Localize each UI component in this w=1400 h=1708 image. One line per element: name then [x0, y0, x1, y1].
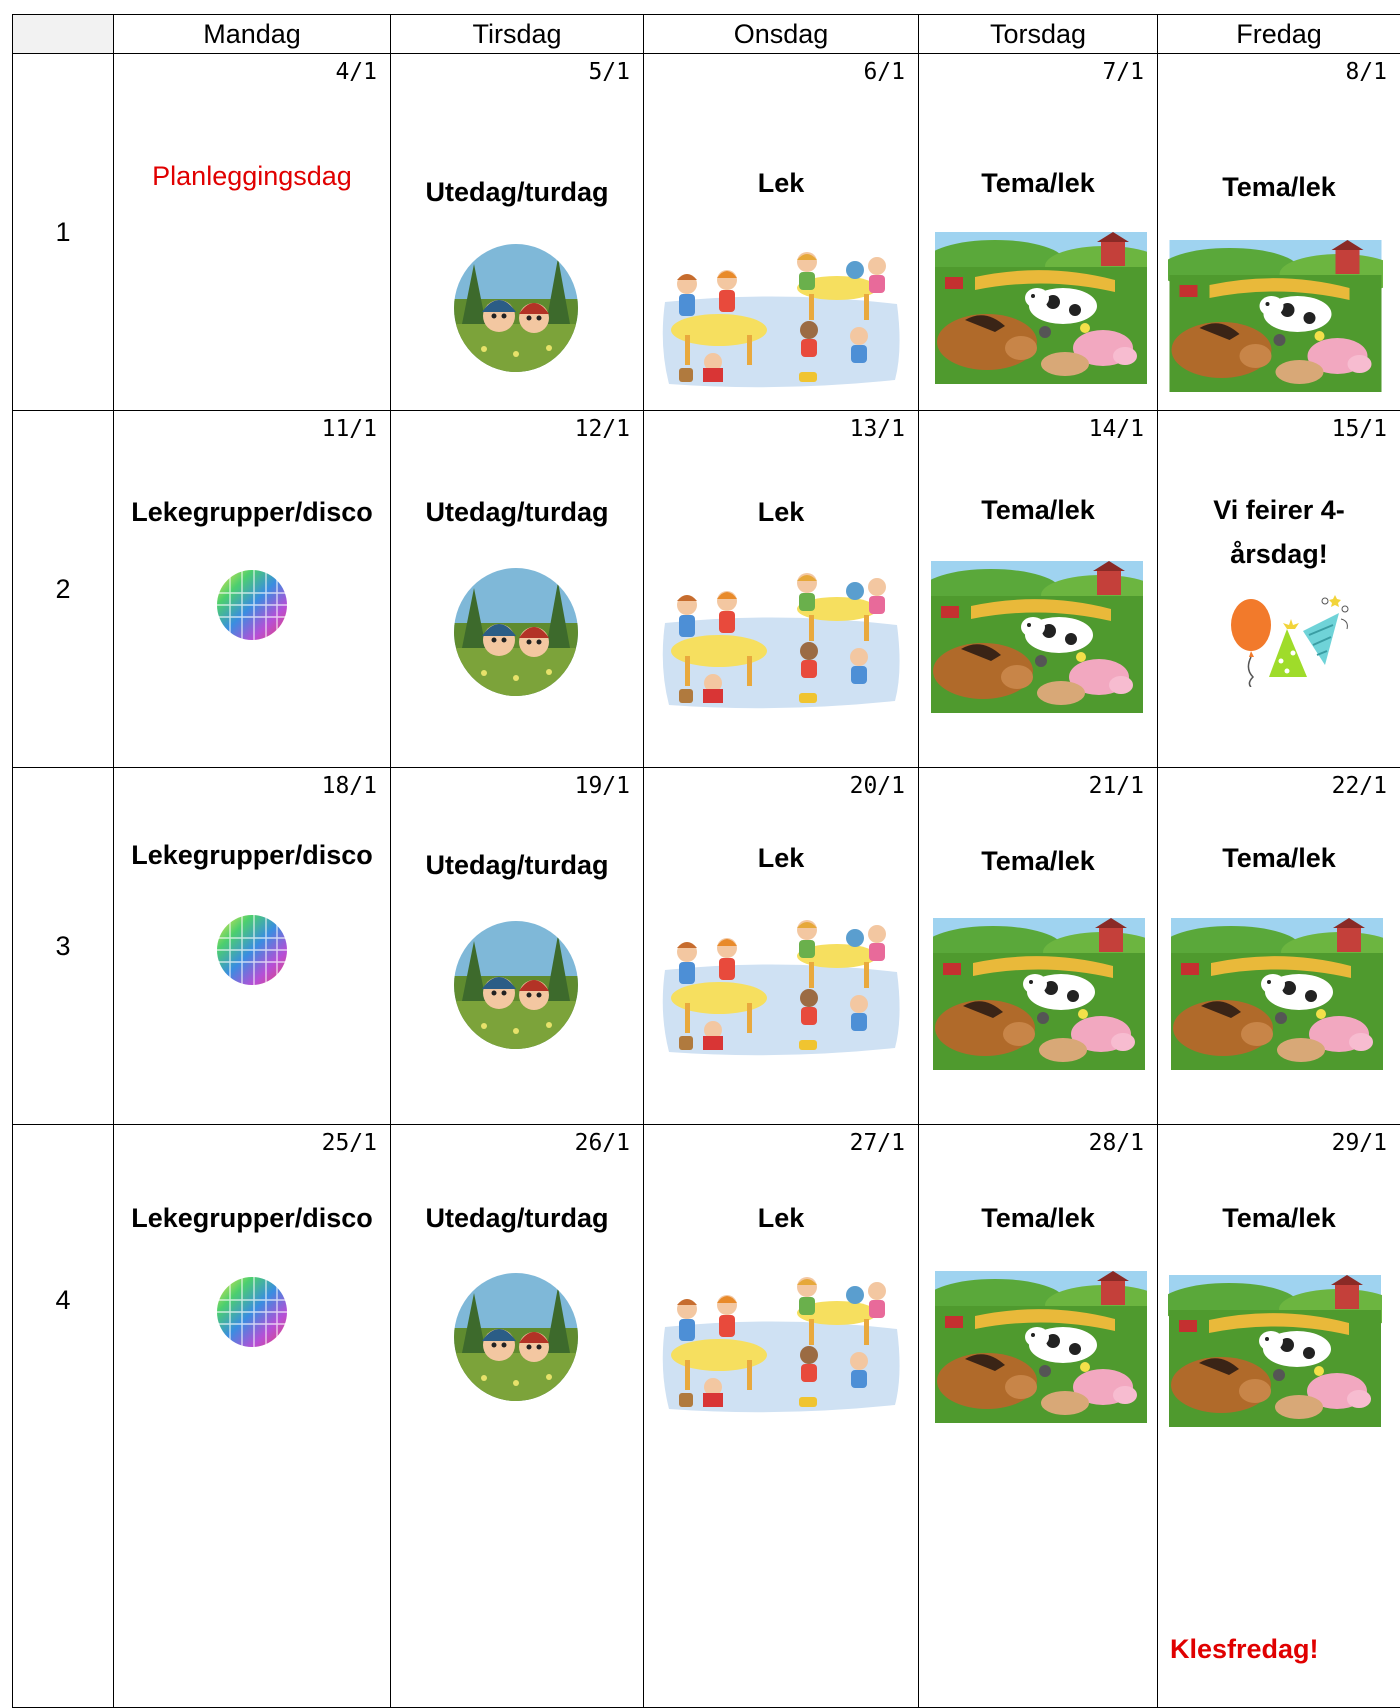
day-cell	[919, 54, 1158, 411]
activity-label: Tema/lek	[919, 162, 1157, 204]
forest-kids-illustration	[454, 1273, 578, 1401]
forest-kids-illustration	[454, 921, 578, 1049]
date-label: 5/1	[588, 59, 630, 85]
day-header-thursday: Torsdag	[919, 15, 1158, 54]
activity-label: Tema/lek	[919, 489, 1157, 531]
day-cell	[919, 768, 1158, 1125]
date-label: 18/1	[322, 773, 377, 799]
day-header-friday: Fredag	[1158, 15, 1400, 54]
activity-label: Lek	[644, 1197, 918, 1239]
date-label: 7/1	[1102, 59, 1144, 85]
disco-ball-icon	[216, 1275, 288, 1349]
farm-animals-illustration	[935, 1271, 1147, 1423]
activity-label: Tema/lek	[1158, 837, 1400, 879]
farm-animals-illustration	[931, 561, 1143, 713]
date-label: 21/1	[1089, 773, 1144, 799]
day-cell	[644, 768, 919, 1125]
date-label: 19/1	[575, 773, 630, 799]
day-cell	[644, 1125, 919, 1708]
kids-playing-illustration	[659, 918, 903, 1058]
activity-label: årsdag!	[1158, 533, 1400, 575]
activity-label: Tema/lek	[1158, 1197, 1400, 1239]
date-label: 29/1	[1332, 1130, 1387, 1156]
day-cell	[644, 411, 919, 768]
disco-ball-icon	[216, 913, 288, 987]
date-label: 22/1	[1332, 773, 1387, 799]
day-cell	[391, 411, 644, 768]
date-label: 15/1	[1332, 416, 1387, 442]
activity-label: Lek	[644, 837, 918, 879]
day-cell	[1158, 1125, 1400, 1708]
day-header-monday: Mandag	[114, 15, 391, 54]
day-header-wednesday: Onsdag	[644, 15, 919, 54]
week-row-2	[13, 411, 1400, 768]
day-cell	[114, 54, 391, 411]
farm-animals-illustration	[935, 232, 1147, 384]
activity-label: Lek	[644, 491, 918, 533]
week-number: 3	[13, 768, 114, 1125]
activity-label: Utedag/turdag	[391, 844, 643, 886]
activity-label: Utedag/turdag	[391, 1197, 643, 1239]
forest-kids-illustration	[454, 568, 578, 696]
date-label: 6/1	[863, 59, 905, 85]
header-row	[13, 15, 1400, 54]
balloon-party-icon	[1221, 591, 1353, 687]
week-row-4	[13, 1125, 1400, 1708]
date-label: 14/1	[1089, 416, 1144, 442]
activity-label: Planleggingsdag	[114, 161, 390, 192]
date-label: 12/1	[575, 416, 630, 442]
day-cell	[1158, 411, 1400, 768]
kids-playing-illustration	[659, 250, 903, 390]
date-label: 25/1	[322, 1130, 377, 1156]
activity-label: Vi feirer 4-	[1158, 489, 1400, 531]
kids-playing-illustration	[659, 1275, 903, 1415]
activity-label: Tema/lek	[919, 1197, 1157, 1239]
date-label: 27/1	[850, 1130, 905, 1156]
date-label: 28/1	[1089, 1130, 1144, 1156]
week-row-3	[13, 768, 1400, 1125]
kids-playing-illustration	[659, 571, 903, 711]
activity-label: Lekegrupper/disco	[114, 491, 390, 533]
farm-animals-illustration	[1168, 1275, 1382, 1427]
disco-ball-icon	[216, 568, 288, 642]
farm-animals-illustration	[933, 918, 1145, 1070]
week-number: 2	[13, 411, 114, 768]
day-cell	[919, 1125, 1158, 1708]
day-cell	[391, 768, 644, 1125]
header-corner	[13, 15, 114, 54]
date-label: 8/1	[1345, 59, 1387, 85]
activity-label: Lek	[644, 162, 918, 204]
day-cell	[644, 54, 919, 411]
day-header-tuesday: Tirsdag	[391, 15, 644, 54]
day-cell	[391, 1125, 644, 1708]
day-cell	[1158, 768, 1400, 1125]
date-label: 4/1	[335, 59, 377, 85]
week-number: 1	[13, 54, 114, 411]
date-label: 20/1	[850, 773, 905, 799]
activity-label: Utedag/turdag	[391, 171, 643, 213]
activity-label: Lekegrupper/disco	[114, 834, 390, 876]
week-number: 4	[13, 1125, 114, 1708]
forest-kids-illustration	[454, 244, 578, 372]
activity-label: Utedag/turdag	[391, 491, 643, 533]
activity-label: Tema/lek	[919, 840, 1157, 882]
activity-label: Tema/lek	[1158, 166, 1400, 208]
week-row-1	[13, 54, 1400, 411]
day-cell	[114, 768, 391, 1125]
date-label: 13/1	[850, 416, 905, 442]
activity-label: Lekegrupper/disco	[114, 1197, 390, 1239]
day-cell	[114, 1125, 391, 1708]
day-cell	[114, 411, 391, 768]
weekly-plan-table	[12, 14, 1400, 1708]
day-cell	[1158, 54, 1400, 411]
day-cell	[919, 411, 1158, 768]
klesfredag-note: Klesfredag!	[1170, 1634, 1319, 1665]
date-label: 26/1	[575, 1130, 630, 1156]
farm-animals-illustration	[1168, 240, 1383, 392]
day-cell	[391, 54, 644, 411]
farm-animals-illustration	[1171, 918, 1383, 1070]
date-label: 11/1	[322, 416, 377, 442]
